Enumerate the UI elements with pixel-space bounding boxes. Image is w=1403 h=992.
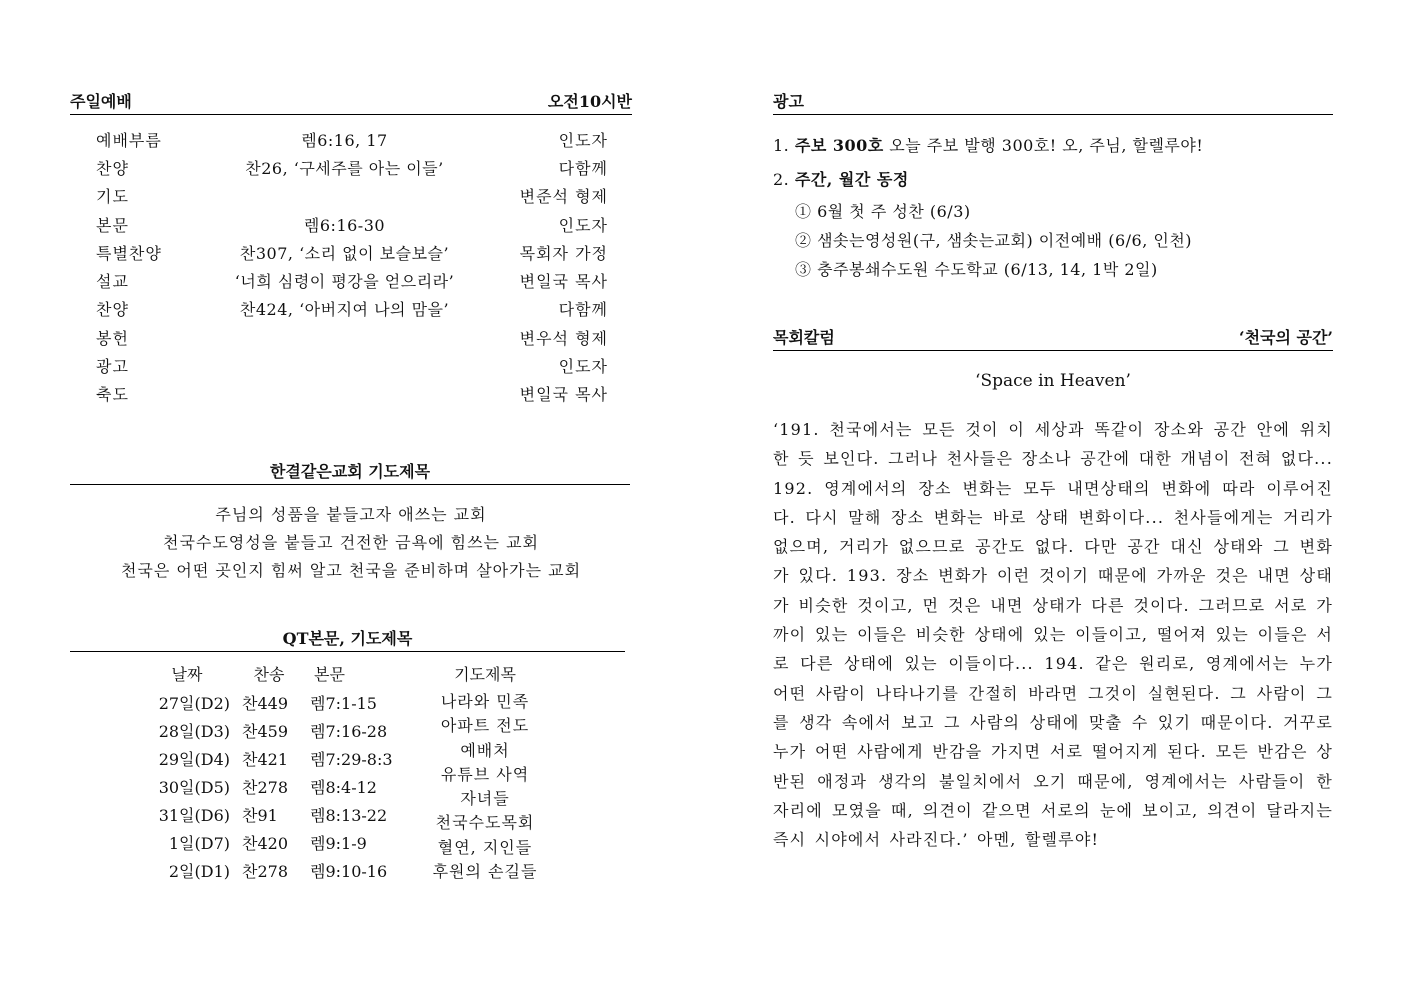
qt-text-cell: 렘7:1-15 — [310, 693, 377, 713]
qt-hymn-cell: 찬278 — [242, 777, 288, 797]
church-prayer-item: 주님의 성품을 붙들고자 애쓰는 교회 — [215, 504, 487, 524]
ad-item-number: 2. — [773, 170, 790, 189]
worship-row — [96, 380, 632, 408]
qt-text-cell: 렘7:16-28 — [310, 721, 388, 741]
church-prayer-item: 천국수도영성을 붙들고 건전한 금욕에 힘쓰는 교회 — [162, 532, 539, 552]
ads-list — [773, 129, 1333, 284]
column-english-title: ‘Space in Heaven’ — [975, 371, 1131, 391]
worship-item: 축도 — [96, 385, 129, 405]
worship-row — [96, 266, 632, 294]
worship-leader: 다함께 — [558, 300, 608, 320]
worship-row — [96, 182, 632, 210]
qt-hymn-cell: 찬420 — [242, 833, 288, 853]
qt-hymn-header: 찬송 — [253, 664, 285, 684]
church-prayer-list — [70, 501, 632, 585]
ad-subitem: ① 6월 첫 주 성찬 (6/3) — [795, 202, 971, 221]
ad-item-2 — [773, 163, 1333, 197]
qt-text-cell: 렘7:29-8:3 — [310, 749, 393, 769]
worship-row — [96, 295, 632, 323]
qt-prayer-item: 예배처 — [460, 740, 510, 760]
column-body: ‘191. 천국에서는 모든 것이 이 세상과 똑같이 장소와 공간 안에 위치한 듯 보인다. 그러나 천사들은 장소나 공간에 대한 개념이 전혀 없다... 192. 영계에서의 장소 변화는 모두 내면상태의 변화에 따라 이루어진다. 다시 말해 장소 변화는 바로 상태 변화이다... 천사들에게는 거리가 없으며, 거리가 없으므로 공간도 없다. 다만 공간 대신 상태와 그 변화가 있다. 193. 장소 변화가 이런 것이기 때문에 가까운 것은 내면 상태가 비슷한 것이고, 먼 것은 내면 상태가 다른 것이다. 그러므로 서로 가까이 있는 이들은 비슷한 상태에 있는 이들이고, 떨어져 있는 이들은 서로 다른 상태에 있는 이들이다... 194. 같은 원리로, 영계에서는 누가 어떤 사람이 나타나기를 간절히 바라면 그것이 실현된다. 그 사람이 그를 생각 속에서 보고 그 사람의 상태에 맞출 수 있기 때문이다. 거꾸로 누가 어떤 사람에게 반감을 가지면 서로 떨어지게 된다. 모든 반감은 상반된 애정과 생각의 불일치에서 오기 때문에, 영계에서는 사람들이 한 자리에 모였을 때, 의견이 같으면 서로의 눈에 보이고, 의견이 달라지는 즉시 시야에서 사라진다.’ 아멘, 할렐루야! — [773, 420, 1333, 850]
qt-table — [70, 660, 632, 900]
worship-leader: 다함께 — [558, 158, 608, 178]
worship-text: ‘너희 심령이 평강을 얻으리라’ — [234, 272, 455, 292]
ad-item-1 — [773, 129, 1333, 163]
worship-item: 설교 — [96, 272, 129, 292]
worship-title: 주일예배 — [70, 92, 132, 111]
worship-leader: 인도자 — [558, 130, 608, 150]
worship-order — [96, 125, 632, 408]
worship-leader: 인도자 — [558, 357, 608, 377]
qt-header — [70, 627, 625, 652]
worship-item: 찬양 — [96, 300, 129, 320]
worship-row — [96, 238, 632, 266]
worship-text: 렘6:16-30 — [303, 215, 386, 235]
ads-title: 광고 — [773, 92, 804, 111]
qt-title: QT본문, 기도제목 — [282, 628, 413, 648]
worship-item: 봉헌 — [96, 328, 129, 348]
qt-prayer-column — [410, 660, 560, 690]
qt-prayer-item: 아파트 전도 — [440, 716, 530, 736]
worship-leader: 변일국 목사 — [519, 385, 608, 405]
ad-item-number: 1. — [773, 136, 790, 155]
qt-prayer-item: 후원의 손길들 — [432, 862, 538, 882]
ad-subitem: ② 샘솟는영성원(구, 샘솟는교회) 이전예배 (6/6, 인천) — [795, 231, 1193, 250]
worship-time: 오전10시반 — [547, 92, 632, 111]
qt-date-cell: 27일(D2) — [158, 693, 230, 713]
qt-hymn-column — [242, 660, 296, 886]
church-prayer-item: 천국은 어떤 곳인지 힘써 알고 천국을 준비하며 살아가는 교회 — [120, 560, 582, 580]
worship-text: 찬307, ‘소리 없이 보슬보슬’ — [239, 243, 450, 263]
worship-text: 찬424, ‘아버지여 나의 맘을’ — [239, 300, 450, 320]
qt-date-cell: 2일(D1) — [168, 861, 230, 881]
qt-hymn-cell: 찬449 — [242, 693, 288, 713]
qt-prayer-header: 기도제목 — [454, 664, 516, 684]
qt-hymn-cell: 찬91 — [242, 805, 278, 825]
qt-date-cell: 30일(D5) — [158, 777, 230, 797]
church-prayer-title: 한결같은교회 기도제목 — [269, 461, 431, 481]
qt-text-cell: 렘9:1-9 — [310, 833, 367, 853]
qt-prayer-item: 천국수도목회 — [435, 813, 535, 833]
column-subject: ‘천국의 공간’ — [1239, 328, 1333, 347]
qt-text-cell: 렘8:13-22 — [310, 805, 388, 825]
ad-subitems — [773, 197, 1333, 284]
worship-leader: 변준석 형제 — [519, 187, 608, 207]
worship-text: 렘6:16, 17 — [301, 130, 388, 150]
qt-text-header: 본문 — [314, 664, 345, 684]
qt-date-cell: 28일(D3) — [158, 721, 230, 741]
ad-item-text: 오늘 주보 발행 300호! 오, 주님, 할렐루야! — [883, 136, 1204, 155]
qt-text-cell: 렘8:4-12 — [310, 777, 377, 797]
ad-item-heading: 주보 300호 — [794, 136, 884, 155]
qt-date-column — [144, 660, 230, 886]
worship-header — [70, 90, 632, 115]
qt-hymn-cell: 찬459 — [242, 721, 288, 741]
qt-date-cell: 29일(D4) — [158, 749, 230, 769]
worship-row — [96, 323, 632, 351]
ads-header — [773, 90, 1333, 115]
worship-leader: 변일국 목사 — [519, 272, 608, 292]
left-page — [70, 90, 632, 900]
worship-item: 광고 — [96, 357, 129, 377]
qt-hymn-cell: 찬278 — [242, 861, 288, 881]
worship-item: 본문 — [96, 215, 129, 235]
qt-text-column — [310, 660, 400, 886]
church-prayer-header — [70, 460, 630, 485]
worship-leader: 인도자 — [558, 215, 608, 235]
worship-leader: 목회자 가정 — [519, 243, 608, 263]
worship-text: 찬26, ‘구세주를 아는 이들’ — [245, 158, 444, 178]
qt-prayer-item: 유튜브 사역 — [440, 764, 530, 784]
qt-date-cell: 31일(D6) — [158, 805, 230, 825]
qt-prayer-item: 혈연, 지인들 — [437, 837, 533, 857]
worship-row — [96, 210, 632, 238]
worship-item: 기도 — [96, 187, 129, 207]
ad-item-heading: 주간, 월간 동정 — [794, 170, 909, 189]
right-page — [773, 90, 1333, 854]
worship-row — [96, 125, 632, 153]
qt-text-cell: 렘9:10-16 — [310, 861, 388, 881]
ad-subitem: ③ 충주봉쇄수도원 수도학교 (6/13, 14, 1박 2일) — [795, 260, 1158, 279]
worship-item: 예배부름 — [96, 130, 162, 150]
qt-prayer-item: 자녀들 — [460, 789, 510, 809]
qt-prayer-item: 나라와 민족 — [440, 691, 530, 711]
qt-hymn-cell: 찬421 — [242, 749, 288, 769]
worship-row — [96, 351, 632, 379]
worship-leader: 변우석 형제 — [519, 328, 608, 348]
qt-prayer-list — [410, 690, 560, 884]
qt-date-cell: 1일(D7) — [168, 833, 230, 853]
qt-date-header: 날짜 — [171, 664, 203, 684]
worship-item: 특별찬양 — [96, 243, 162, 263]
worship-item: 찬양 — [96, 158, 129, 178]
column-title: 목회칼럼 — [773, 328, 835, 347]
worship-row — [96, 153, 632, 181]
column-header — [773, 326, 1333, 351]
